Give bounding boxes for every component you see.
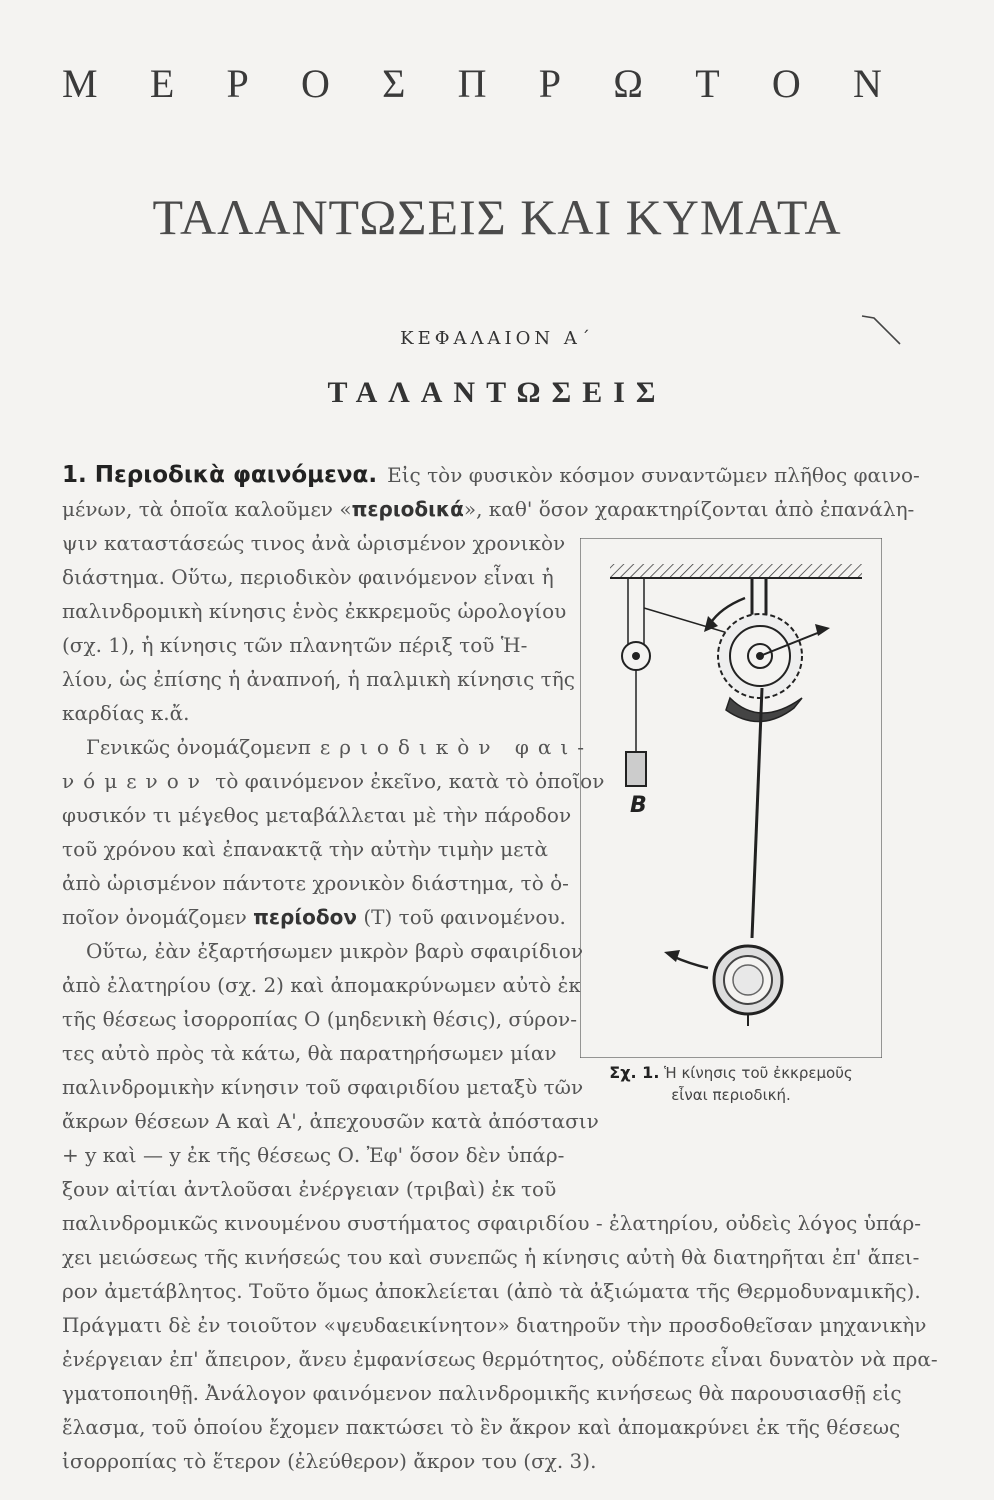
pendulum-rod [752, 688, 762, 938]
part-title-letter: Ε [149, 61, 175, 106]
text-line: φυσικόν τι μέγεθος μεταβάλλεται μὲ τὴν πάροδον [62, 803, 572, 827]
caption-label: Σχ. 1. [609, 1063, 660, 1082]
part-title-letter: Ρ [226, 61, 249, 106]
text-line: διάστημα. Οὕτω, περιοδικὸν φαινόμενον εἶναι ἡ [62, 565, 554, 589]
text-span: Γενικῶς ὀνομάζομεν [86, 735, 298, 759]
term-periodic: περιοδικά [351, 497, 464, 521]
section-heading: 1. Περιοδικὰ φαινόμενα. [62, 462, 378, 488]
text-line: (σχ. 1), ἡ κίνησις τῶν πλανητῶν πέριξ τοῦ Ἡ- [62, 633, 528, 657]
text-line: ρον ἀμετάβλητος. Τοῦτο ὅμως ἀποκλείεται (ἀπὸ τὰ ἀξιώματα τῆς Θερμοδυναμικῆς). [62, 1279, 921, 1303]
text-line: ἐνέργειαν ἐπ' ἄπειρον, ἄνευ ἐμφανίσεως θερμότητος, οὐδέποτε εἶναι δυνατὸν νὰ πρα- [62, 1347, 938, 1371]
figure-caption [580, 1062, 882, 1106]
text-line: ψιν καταστάσεώς τινος ἀνὰ ὡρισμένον χρονικὸν [62, 531, 566, 555]
part-title-letter: Τ [695, 61, 720, 106]
term-periodic-phenomenon: περιοδικὸν φαι- [297, 735, 593, 759]
term-period: περίοδον [253, 905, 357, 929]
ceiling-support [610, 564, 862, 578]
text-line: ἔλασμα, τοῦ ὁποίου ἔχομεν πακτώσει τὸ ἓν ἄκρον καὶ ἀπομακρύνει ἐκ τῆς θέσεως [62, 1415, 901, 1439]
anchor-icon [726, 698, 802, 722]
caption-line [580, 1062, 882, 1084]
text-line [62, 458, 920, 492]
text-span: μένων, τὰ ὁποῖα καλοῦμεν « [62, 497, 352, 521]
part-title-letter: Ο [300, 61, 330, 106]
text-span: ποῖον ὀνομάζομεν [62, 905, 247, 929]
part-title-letter: Σ [382, 61, 406, 106]
text-line: ξουν αἰτίαι ἀντλοῦσαι ἐνέργειαν (τριβαὶ) ἐκ τοῦ [62, 1177, 557, 1201]
text-span: Εἰς τὸν φυσικὸν κόσμον συναντῶμεν πλῆθος φαινο- [387, 463, 920, 487]
term-periodic-phenomenon: νόμενον [62, 769, 209, 793]
text-span: τὸ φαινόμενον ἐκεῖνο, κατὰ τὸ ὁποῖον [215, 769, 605, 793]
text-line [62, 900, 566, 934]
part-title [62, 60, 882, 107]
part-title-letter: Π [457, 61, 487, 106]
text-line: παλινδρομικῶς κινουμένου συστήματος σφαιριδίου - ἐλατηρίου, οὐδεὶς λόγος ὑπάρ- [62, 1211, 922, 1235]
text-span: (Τ) τοῦ φαινομένου. [363, 905, 566, 929]
text-line [62, 730, 593, 764]
text-span: », καθ' ὅσον χαρακτηρίζονται ἀπὸ ἐπανάλη- [463, 497, 915, 521]
caption-text: Ἡ κίνησις τοῦ ἐκκρεμοῦς [664, 1064, 853, 1082]
caption-line: εἶναι περιοδική. [671, 1086, 791, 1104]
part-title-letter: Μ [62, 61, 98, 106]
chapter-label: ΚΕΦΑΛΑΙΟΝ Α΄ [400, 328, 594, 349]
text-line [62, 764, 605, 798]
text-line: καρδίας κ.ἄ. [62, 701, 190, 725]
text-line: τες αὐτὸ πρὸς τὰ κάτω, θὰ παρατηρήσωμεν μίαν [62, 1041, 557, 1065]
text-line: τοῦ χρόνου καὶ ἐπανακτᾷ τὴν αὐτὴν τιμὴν μετὰ [62, 837, 549, 861]
text-line [62, 492, 915, 526]
text-line: ἰσορροπίας τὸ ἕτερον (ἐλεύθερον) ἄκρον του (σχ. 3). [62, 1449, 597, 1473]
pendulum-clock-figure [580, 538, 882, 1058]
weight-label: B [630, 793, 647, 818]
weight-icon [626, 752, 646, 786]
swing-arrow-icon [672, 956, 708, 968]
part-title-letter: Ω [613, 61, 643, 106]
part-title-letter: Ο [771, 61, 801, 106]
text-line: παλινδρομικὴν κίνησιν τοῦ σφαιριδίου μεταξὺ τῶν [62, 1075, 584, 1099]
text-line: παλινδρομικὴ κίνησις ἑνὸς ἐκκρεμοῦς ὡρολογίου [62, 599, 567, 623]
text-line: ἀπὸ ὡρισμένον πάντοτε χρονικὸν διάστημα, τὸ ὁ- [62, 871, 569, 895]
text-line: χει μειώσεως τῆς κινήσεώς του καὶ συνεπῶς ἡ κίνησις αὐτὴ θὰ διατηρῆται ἐπ' ἄπει- [62, 1245, 920, 1269]
text-line: λίου, ὡς ἐπίσης ἡ ἀναπνοή, ἡ παλμικὴ κίνησις τῆς [62, 667, 575, 691]
text-line: ἄκρων θέσεων Α καὶ Α', ἀπεχουσῶν κατὰ ἀπόστασιν [62, 1109, 599, 1133]
text-line: + y καὶ — y ἐκ τῆς θέσεως Ο. Ἐφ' ὅσον δὲν ὑπάρ- [62, 1143, 565, 1167]
part-title-letter: Ρ [538, 61, 561, 106]
main-title: ΤΑΛΑΝΤΩΣΕΙΣ ΚΑΙ ΚΥΜΑΤΑ [152, 189, 842, 245]
chapter-title: ΤΑΛΑΝΤΩΣΕΙΣ [327, 376, 667, 409]
text-line: γματοποιηθῇ. Ἀνάλογον φαινόμενον παλινδρομικῆς κινήσεως θὰ παρουσιασθῇ εἰς [62, 1381, 902, 1405]
text-line: Πράγματι δὲ ἐν τοιοῦτον «ψευδαεικίνητον» διατηροῦν τὴν προσδοθεῖσαν μηχανικὴν [62, 1313, 927, 1337]
text-line: ἀπὸ ἐλατηρίου (σχ. 2) καὶ ἀπομακρύνωμεν αὐτὸ ἐκ [62, 973, 581, 997]
part-title-letter: Ν [852, 61, 882, 106]
text-line: τῆς θέσεως ἰσορροπίας Ο (μηδενικὴ θέσις), σύρον- [62, 1007, 577, 1031]
text-line: Οὕτω, ἐὰν ἐξαρτήσωμεν μικρὸν βαρὺ σφαιρίδιον [86, 939, 583, 963]
